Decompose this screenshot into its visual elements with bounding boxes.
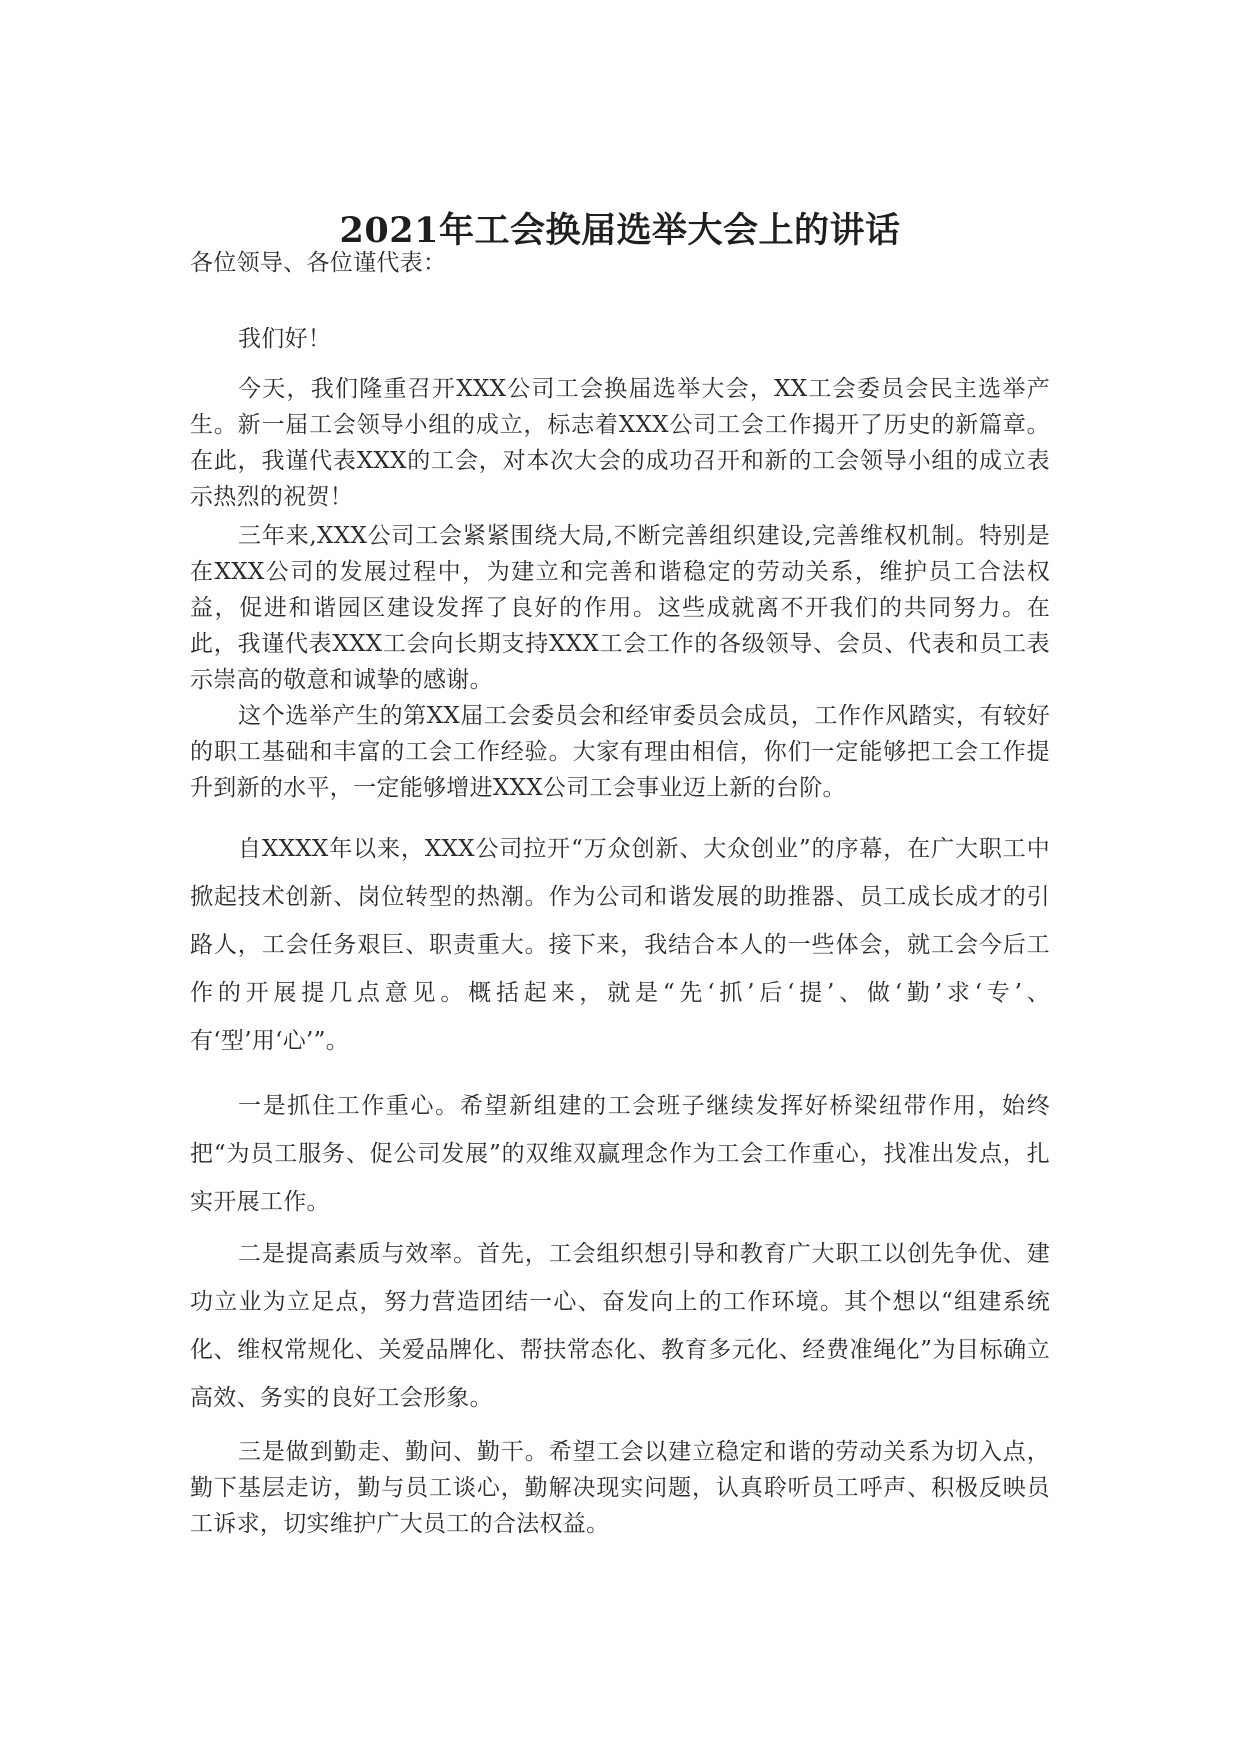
paragraph-suggestions: 自XXXX年以来，XXX公司拉开“万众创新、大众创业”的序幕，在广大职工中掀起技术创新、岗位转型的热潮。作为公司和谐发展的助推器、员工成长成才的引路人，工会任务艰巨、职责重大。接下来，我结合本人的一些体会，就工会今后工作的开展提几点意见。概括起来，就是“先‘抓’后‘提’、做‘勤’求‘专’、有‘型’用‘心’”。: [190, 836, 1050, 1054]
paragraph-new-committee: 这个选举产生的第XX届工会委员会和经审委员会成员，工作作风踏实，有较好的职工基础和丰富的工会工作经验。大家有理由相信，你们一定能够把工会工作提升到新的水平，一定能够增进XXX公司工会事业迈上新的台阶。: [190, 703, 1050, 801]
paragraph-opening: 今天，我们隆重召开XXX公司工会换届选举大会，XX工会委员会民主选举产生。新一届工会领导小组的成立，标志着XXX公司工会工作揭开了历史的新篇章。在此，我谨代表XXX的工会，对本次大会的成功召开和新的工会领导小组的成立表示热烈的祝贺！: [190, 376, 1050, 510]
paragraph-achievements: 三年来,XXX公司工会紧紧围绕大局,不断完善组织建设,完善维权机制。特别是在XXX公司的发展过程中，为建立和完善和谐稳定的劳动关系，维护员工合法权益，促进和谐园区建设发挥了良好的作用。这些成就离不开我们的共同努力。在此，我谨代表XXX工会向长期支持XXX工会工作的各级领导、会员、代表和员工表示崇高的敬意和诚挚的感谢。: [190, 523, 1050, 693]
paragraph-point-three: 三是做到勤走、勤问、勤干。希望工会以建立稳定和谐的劳动关系为切入点，勤下基层走访，勤与员工谈心，勤解决现实问题，认真聆听员工呼声、积极反映员工诉求，切实维护广大员工的合法权益。: [190, 1439, 1050, 1537]
page-title: 2021年工会换届选举大会上的讲话: [339, 210, 901, 251]
greeting: 我们好！: [238, 326, 332, 352]
paragraph-point-one: 一是抓住工作重心。希望新组建的工会班子继续发挥好桥梁纽带作用，始终把“为员工服务、促公司发展”的双维双赢理念作为工会工作重心，找准出发点，扎实开展工作。: [190, 1093, 1050, 1215]
paragraph-point-two: 二是提高素质与效率。首先，工会组织想引导和教育广大职工以创先争优、建功立业为立足点，努力营造团结一心、奋发向上的工作环境。其个想以“组建系统化、维权常规化、关爱品牌化、帮扶常态化、教育多元化、经费准绳化”为目标确立高效、务实的良好工会形象。: [190, 1241, 1050, 1411]
salutation: 各位领导、各位谨代表：: [190, 250, 447, 276]
